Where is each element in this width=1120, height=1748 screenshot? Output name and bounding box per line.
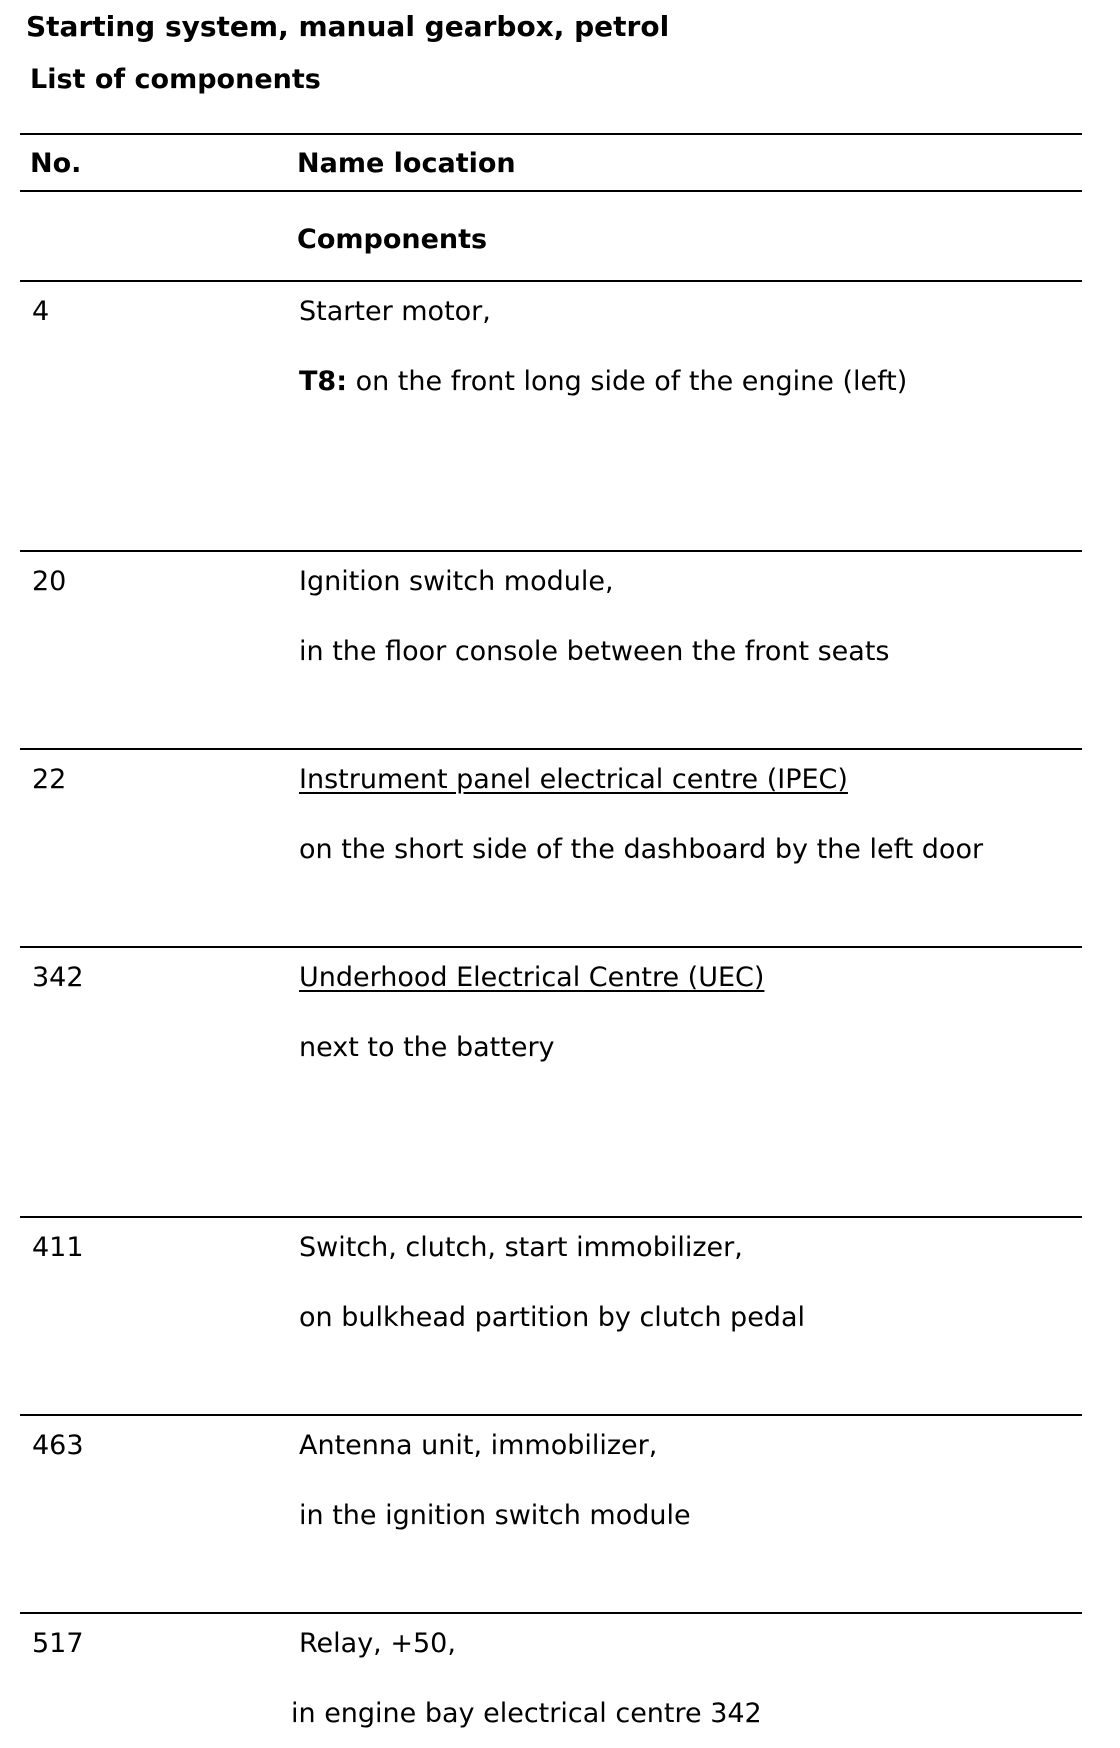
row-divider xyxy=(20,748,1082,750)
component-number: 463 xyxy=(32,1430,84,1461)
component-location xyxy=(299,364,907,400)
row-divider xyxy=(20,550,1082,552)
document-title: Starting system, manual gearbox, petrol xyxy=(26,10,670,43)
component-location: in engine bay electrical centre 342 xyxy=(291,1698,762,1729)
row-divider xyxy=(20,1612,1082,1614)
table-top-rule xyxy=(20,133,1082,135)
component-number: 4 xyxy=(32,296,50,327)
location-text: on the front long side of the engine (left) xyxy=(347,366,908,397)
row-divider xyxy=(20,1216,1082,1218)
column-header-name-location: Name location xyxy=(297,148,516,179)
component-name: Ignition switch module, xyxy=(299,566,614,597)
component-location: on the short side of the dashboard by the left door xyxy=(299,834,984,865)
component-number: 411 xyxy=(32,1232,84,1263)
component-name: Switch, clutch, start immobilizer, xyxy=(299,1232,743,1263)
row-divider xyxy=(20,1414,1082,1416)
component-location: in the ignition switch module xyxy=(299,1500,691,1531)
header-bottom-rule xyxy=(20,190,1082,192)
component-link-uec[interactable]: Underhood Electrical Centre (UEC) xyxy=(299,962,765,993)
section-label-components: Components xyxy=(297,224,488,255)
component-number: 20 xyxy=(32,566,67,597)
component-location: on bulkhead partition by clutch pedal xyxy=(299,1302,805,1333)
component-location: next to the battery xyxy=(299,1032,555,1063)
component-location: in the floor console between the front seats xyxy=(299,636,890,667)
component-name: Starter motor, xyxy=(299,296,491,327)
component-number: 22 xyxy=(32,764,67,795)
column-header-no: No. xyxy=(30,148,82,179)
row-divider xyxy=(20,280,1082,282)
document-subtitle: List of components xyxy=(30,64,321,95)
engine-variant-prefix: T8: xyxy=(299,366,348,397)
component-name: Antenna unit, immobilizer, xyxy=(299,1430,658,1461)
component-name: Relay, +50, xyxy=(299,1628,456,1659)
component-number: 342 xyxy=(32,962,84,993)
row-divider xyxy=(20,946,1082,948)
component-link-ipec[interactable]: Instrument panel electrical centre (IPEC) xyxy=(299,764,848,795)
component-number: 517 xyxy=(32,1628,84,1659)
